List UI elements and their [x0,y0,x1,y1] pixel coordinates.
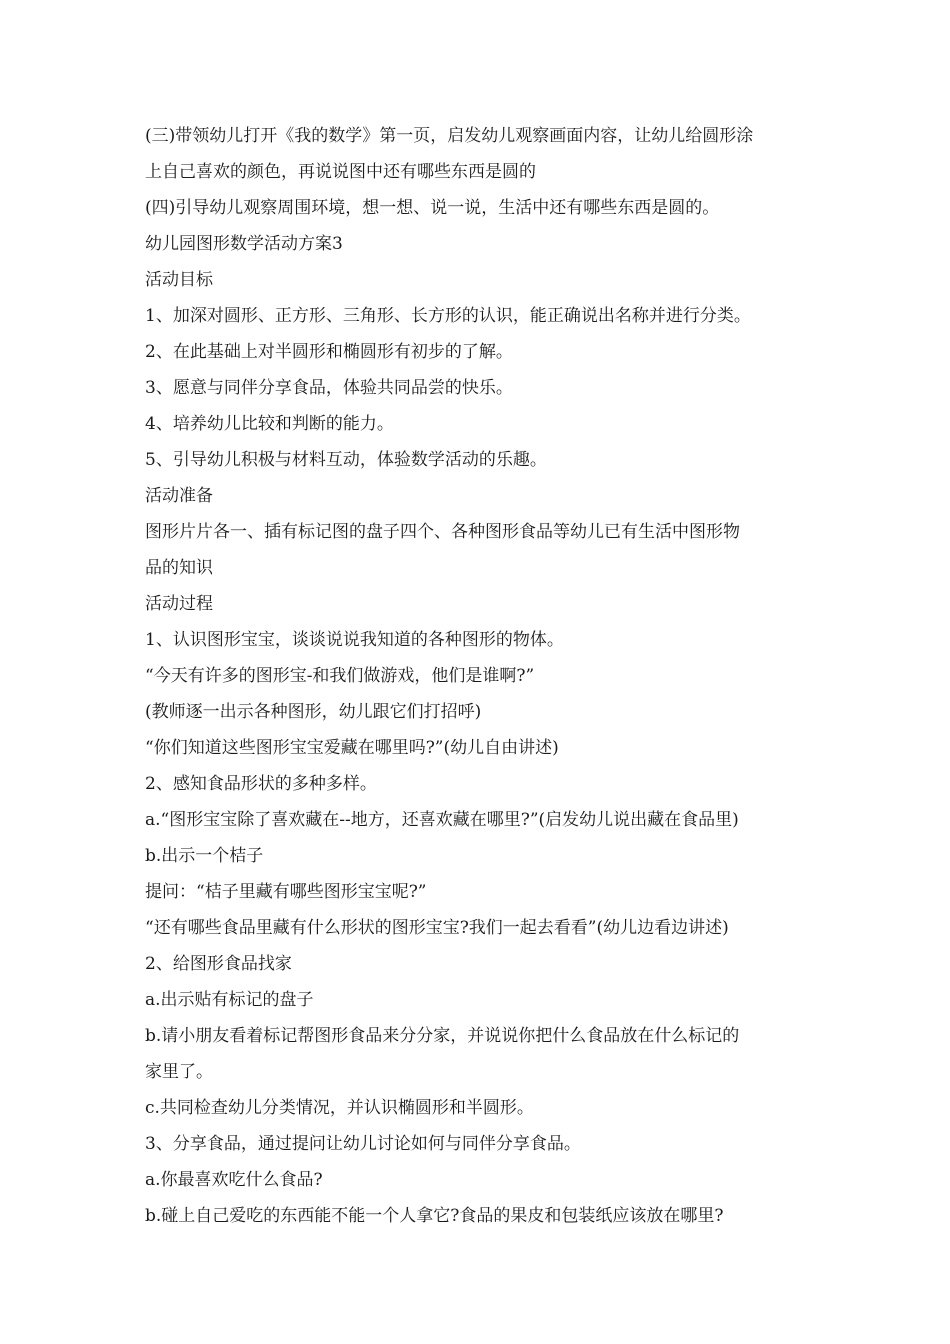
list-item: 3、分享食品，通过提问让幼儿讨论如何与同伴分享食品。 [145,1134,581,1154]
list-item: 2、感知食品形状的多种多样。 [145,774,377,794]
text-line: “今天有许多的图形宝-和我们做游戏，他们是谁啊?” [145,666,535,686]
text-line: a.你最喜欢吃什么食品? [145,1170,323,1190]
section-heading: 活动过程 [145,594,213,614]
text-line: b.出示一个桔子 [145,846,264,866]
text-line: (三)带领幼儿打开《我的数学》第一页，启发幼儿观察画面内容，让幼儿给圆形涂 [145,126,754,146]
text-line: b.碰上自己爱吃的东西能不能一个人拿它?食品的果皮和包装纸应该放在哪里? [145,1206,724,1226]
text-line: a.“图形宝宝除了喜欢藏在--地方，还喜欢藏在哪里?”(启发幼儿说出藏在食品里) [145,810,739,830]
text-line: (四)引导幼儿观察周围环境，想一想、说一说，生活中还有哪些东西是圆的。 [145,198,720,218]
text-line: 品的知识 [145,558,213,578]
list-item: 5、引导幼儿积极与材料互动，体验数学活动的乐趣。 [145,450,547,470]
text-line: “你们知道这些图形宝宝爱藏在哪里吗?”(幼儿自由讲述) [145,738,559,758]
document-body [145,118,815,1234]
text-line: 家里了。 [145,1062,213,1082]
text-line: 提问：“桔子里藏有哪些图形宝宝呢?” [145,882,427,902]
text-line: 图形片片各一、插有标记图的盘子四个、各种图形食品等幼儿已有生活中图形物 [145,522,740,542]
list-item: 3、愿意与同伴分享食品，体验共同品尝的快乐。 [145,378,513,398]
list-item: 4、培养幼儿比较和判断的能力。 [145,414,394,434]
list-item: 1、加深对圆形、正方形、三角形、长方形的认识，能正确说出名称并进行分类。 [145,306,751,326]
section-heading: 活动目标 [145,270,213,290]
text-line: b.请小朋友看着标记帮图形食品来分分家，并说说你把什么食品放在什么标记的 [145,1026,740,1046]
text-line: c.共同检查幼儿分类情况，并认识椭圆形和半圆形。 [145,1098,534,1118]
list-item: 1、认识图形宝宝，谈谈说说我知道的各种图形的物体。 [145,630,564,650]
text-line: (教师逐一出示各种图形，幼儿跟它们打招呼) [145,702,482,722]
text-line: a.出示贴有标记的盘子 [145,990,314,1010]
list-item: 2、给图形食品找家 [145,954,292,974]
list-item: 2、在此基础上对半圆形和椭圆形有初步的了解。 [145,342,513,362]
section-title: 幼儿园图形数学活动方案3 [145,234,343,254]
section-heading: 活动准备 [145,486,213,506]
text-line: 上自己喜欢的颜色，再说说图中还有哪些东西是圆的 [145,162,536,182]
text-line: “还有哪些食品里藏有什么形状的图形宝宝?我们一起去看看”(幼儿边看边讲述) [145,918,729,938]
